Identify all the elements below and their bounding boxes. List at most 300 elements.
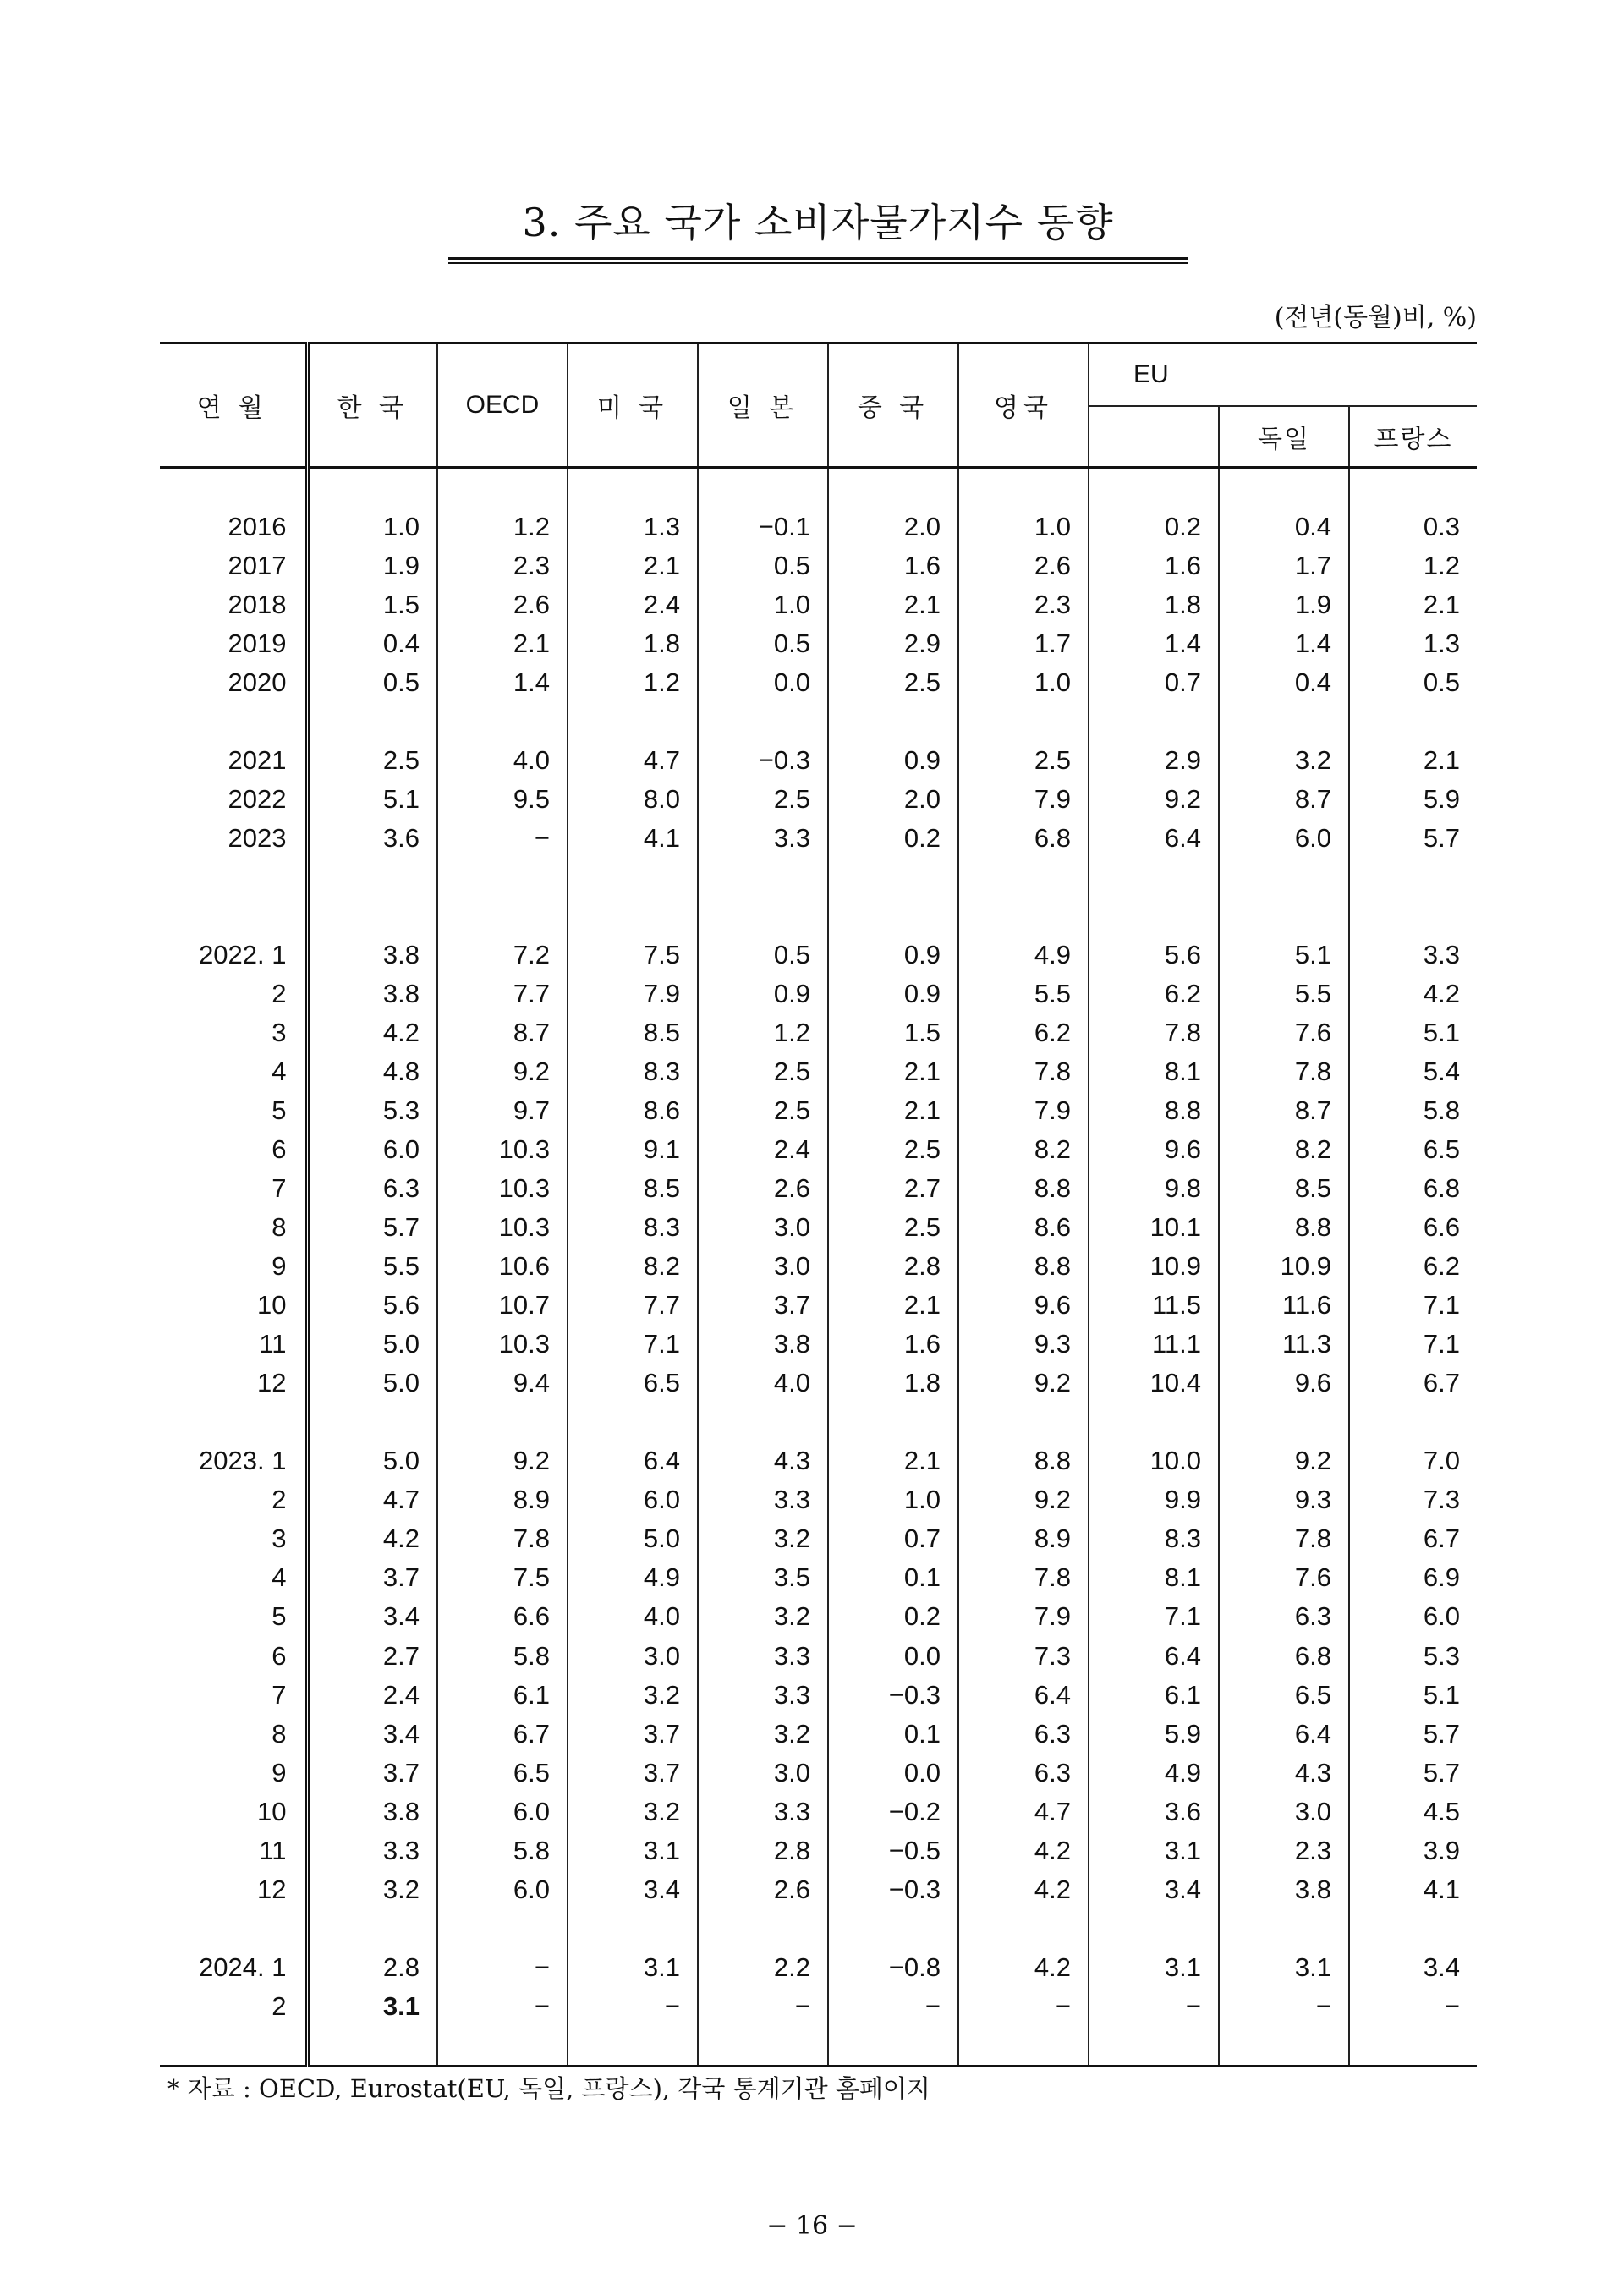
table-row: [160, 819, 1477, 858]
cell-korea: 1.0: [307, 508, 437, 546]
cell-year-month: 9: [160, 1247, 307, 1286]
table-row: [160, 1519, 1477, 1558]
cell-eu: 8.1: [1089, 1558, 1219, 1597]
cell-china: −0.3: [828, 1676, 958, 1715]
cell-germany: 3.0: [1219, 1793, 1349, 1831]
cell-korea: 1.9: [307, 546, 437, 585]
cell-china: 2.1: [828, 585, 958, 624]
cell-china: 0.2: [828, 1597, 958, 1636]
spacer-cell: [1349, 1403, 1477, 1441]
cell-germany: 8.7: [1219, 1091, 1349, 1130]
cell-germany: 9.3: [1219, 1480, 1349, 1519]
table-row: [160, 1676, 1477, 1715]
spacer-cell: [568, 897, 698, 936]
cell-france: 3.4: [1349, 1948, 1477, 1987]
spacer-cell: [437, 897, 568, 936]
cell-usa: 3.1: [568, 1831, 698, 1870]
spacer-row: [160, 1909, 1477, 1948]
cell-germany: 9.6: [1219, 1364, 1349, 1403]
table-row: [160, 936, 1477, 975]
cell-uk: 8.6: [958, 1208, 1089, 1247]
cell-germany: 8.2: [1219, 1130, 1349, 1169]
table-row: [160, 663, 1477, 702]
cell-korea: 5.0: [307, 1441, 437, 1480]
cell-year-month: 2020: [160, 663, 307, 702]
cell-china: 2.1: [828, 1052, 958, 1091]
cell-china: 0.1: [828, 1715, 958, 1754]
table-row: [160, 585, 1477, 624]
cell-france: −: [1349, 1987, 1477, 2026]
cell-japan: 2.6: [698, 1169, 828, 1208]
cell-oecd: 8.9: [437, 1480, 568, 1519]
spacer-cell: [307, 702, 437, 741]
cell-eu: 10.9: [1089, 1247, 1219, 1286]
cell-japan: 4.3: [698, 1441, 828, 1480]
cell-eu: 6.2: [1089, 975, 1219, 1013]
cell-japan: −: [698, 1987, 828, 2026]
cell-year-month: 11: [160, 1325, 307, 1364]
cell-year-month: 7: [160, 1676, 307, 1715]
cell-eu: 10.0: [1089, 1441, 1219, 1480]
unit-label: (전년(동월)비, %): [1274, 303, 1477, 332]
cell-usa: 3.2: [568, 1676, 698, 1715]
cell-year-month: 11: [160, 1831, 307, 1870]
spacer-cell: [437, 2026, 568, 2067]
table-row: [160, 546, 1477, 585]
cell-usa: 4.9: [568, 1558, 698, 1597]
spacer-row: [160, 702, 1477, 741]
spacer-cell: [307, 858, 437, 897]
cell-korea: 3.8: [307, 936, 437, 975]
cell-usa: −: [568, 1987, 698, 2026]
cell-france: 5.1: [1349, 1013, 1477, 1052]
cell-oecd: 2.6: [437, 585, 568, 624]
cell-uk: 8.8: [958, 1169, 1089, 1208]
cell-oecd: 4.0: [437, 741, 568, 780]
header-france: 프랑스: [1349, 406, 1477, 468]
cell-oecd: 10.7: [437, 1286, 568, 1325]
cell-eu: 6.4: [1089, 819, 1219, 858]
cell-korea: 3.8: [307, 1793, 437, 1831]
cell-usa: 3.4: [568, 1870, 698, 1909]
table-row: [160, 1441, 1477, 1480]
spacer-cell: [828, 2026, 958, 2067]
cell-oecd: 6.7: [437, 1715, 568, 1754]
cell-germany: 4.3: [1219, 1754, 1349, 1793]
cell-uk: 7.8: [958, 1052, 1089, 1091]
cell-japan: 0.5: [698, 936, 828, 975]
spacer-cell: [1219, 702, 1349, 741]
cell-uk: 9.2: [958, 1364, 1089, 1403]
cell-france: 7.1: [1349, 1286, 1477, 1325]
page-title: 3. 주요 국가 소비자물가지수 동향: [522, 200, 1114, 245]
cell-oecd: 1.4: [437, 663, 568, 702]
cell-eu: 5.9: [1089, 1715, 1219, 1754]
source-note: * 자료 : OECD, Eurostat(EU, 독일, 프랑스), 각국 통계기관 홈페이지: [167, 2074, 930, 2103]
cell-korea: 5.7: [307, 1208, 437, 1247]
spacer-cell: [568, 1403, 698, 1441]
cell-uk: 2.3: [958, 585, 1089, 624]
cell-usa: 2.1: [568, 546, 698, 585]
cell-china: −0.3: [828, 1870, 958, 1909]
cell-germany: 11.6: [1219, 1286, 1349, 1325]
table-row: [160, 741, 1477, 780]
cell-korea: 0.4: [307, 624, 437, 663]
cell-japan: 3.5: [698, 1558, 828, 1597]
cell-france: 5.3: [1349, 1637, 1477, 1676]
cell-china: 0.9: [828, 936, 958, 975]
cell-oecd: 10.3: [437, 1130, 568, 1169]
cell-france: 5.8: [1349, 1091, 1477, 1130]
cell-uk: 8.9: [958, 1519, 1089, 1558]
cell-france: 6.2: [1349, 1247, 1477, 1286]
cell-usa: 8.5: [568, 1169, 698, 1208]
cell-eu: 7.1: [1089, 1597, 1219, 1636]
cell-germany: 6.3: [1219, 1597, 1349, 1636]
spacer-cell: [568, 2026, 698, 2067]
cell-eu: 8.3: [1089, 1519, 1219, 1558]
cell-oecd: 10.3: [437, 1208, 568, 1247]
table-row: [160, 1793, 1477, 1831]
cell-korea: 1.5: [307, 585, 437, 624]
cell-france: 7.1: [1349, 1325, 1477, 1364]
spacer-cell: [437, 468, 568, 508]
cell-korea: 3.4: [307, 1715, 437, 1754]
cell-china: −0.2: [828, 1793, 958, 1831]
cell-korea: 2.4: [307, 1676, 437, 1715]
cell-oecd: −: [437, 1948, 568, 1987]
cell-eu: 9.9: [1089, 1480, 1219, 1519]
cell-germany: 3.1: [1219, 1948, 1349, 1987]
cell-year-month: 8: [160, 1208, 307, 1247]
cell-uk: 7.9: [958, 1091, 1089, 1130]
cell-japan: 1.0: [698, 585, 828, 624]
spacer-cell: [698, 897, 828, 936]
cell-oecd: 2.3: [437, 546, 568, 585]
cell-year-month: 5: [160, 1597, 307, 1636]
spacer-cell: [437, 858, 568, 897]
spacer-cell: [160, 1909, 307, 1948]
cell-germany: 1.7: [1219, 546, 1349, 585]
cell-japan: 3.3: [698, 1793, 828, 1831]
header-germany: 독일: [1219, 406, 1349, 468]
cell-korea: 3.1: [307, 1987, 437, 2026]
title-underline-thin: [448, 262, 1188, 264]
cell-korea: 3.2: [307, 1870, 437, 1909]
cell-usa: 3.0: [568, 1637, 698, 1676]
table-row: [160, 1091, 1477, 1130]
cell-usa: 1.2: [568, 663, 698, 702]
spacer-cell: [437, 1909, 568, 1948]
cell-germany: 3.8: [1219, 1870, 1349, 1909]
spacer-cell: [1089, 1403, 1219, 1441]
cell-uk: 4.2: [958, 1948, 1089, 1987]
spacer-cell: [307, 1403, 437, 1441]
cell-uk: 8.8: [958, 1441, 1089, 1480]
spacer-cell: [698, 468, 828, 508]
spacer-cell: [1219, 2026, 1349, 2067]
table-row: [160, 624, 1477, 663]
cell-eu: 11.1: [1089, 1325, 1219, 1364]
cell-year-month: 8: [160, 1715, 307, 1754]
cell-korea: 3.6: [307, 819, 437, 858]
cell-germany: 3.2: [1219, 741, 1349, 780]
cell-uk: 6.8: [958, 819, 1089, 858]
cell-germany: 10.9: [1219, 1247, 1349, 1286]
header-oecd: OECD: [437, 343, 568, 468]
cell-uk: −: [958, 1987, 1089, 2026]
cell-year-month: 10: [160, 1286, 307, 1325]
cell-uk: 6.4: [958, 1676, 1089, 1715]
cell-korea: 5.1: [307, 780, 437, 819]
cell-year-month: 3: [160, 1519, 307, 1558]
cell-japan: 0.9: [698, 975, 828, 1013]
spacer-row: [160, 468, 1477, 508]
cell-usa: 2.4: [568, 585, 698, 624]
cell-japan: 3.8: [698, 1325, 828, 1364]
cell-china: 1.8: [828, 1364, 958, 1403]
table-row: [160, 1013, 1477, 1052]
cell-france: 5.7: [1349, 819, 1477, 858]
cell-korea: 4.7: [307, 1480, 437, 1519]
cell-france: 4.1: [1349, 1870, 1477, 1909]
table-row: [160, 1364, 1477, 1403]
cell-china: 1.5: [828, 1013, 958, 1052]
spacer-cell: [958, 1909, 1089, 1948]
cell-korea: 3.8: [307, 975, 437, 1013]
table-row: [160, 1286, 1477, 1325]
cell-japan: 2.2: [698, 1948, 828, 1987]
table-row: [160, 1558, 1477, 1597]
spacer-row: [160, 1403, 1477, 1441]
header-year-month: 연 월: [160, 343, 307, 468]
cell-germany: 5.1: [1219, 936, 1349, 975]
cell-year-month: 2: [160, 975, 307, 1013]
cell-france: 7.0: [1349, 1441, 1477, 1480]
table-row: [160, 1597, 1477, 1636]
table-row: [160, 1637, 1477, 1676]
table-row: [160, 508, 1477, 546]
cell-eu: 7.8: [1089, 1013, 1219, 1052]
cell-uk: 2.6: [958, 546, 1089, 585]
cell-year-month: 4: [160, 1052, 307, 1091]
cell-uk: 4.7: [958, 1793, 1089, 1831]
spacer-cell: [698, 858, 828, 897]
cell-china: 2.1: [828, 1441, 958, 1480]
header-china: 중 국: [828, 343, 958, 468]
cell-year-month: 2023. 1: [160, 1441, 307, 1480]
cell-france: 6.9: [1349, 1558, 1477, 1597]
spacer-cell: [1219, 468, 1349, 508]
title-block: [448, 196, 1188, 249]
cell-usa: 9.1: [568, 1130, 698, 1169]
cell-eu: 4.9: [1089, 1754, 1219, 1793]
cell-japan: −0.3: [698, 741, 828, 780]
cell-year-month: 2023: [160, 819, 307, 858]
cell-china: 2.5: [828, 1208, 958, 1247]
spacer-cell: [1089, 702, 1219, 741]
cell-uk: 6.3: [958, 1754, 1089, 1793]
cell-usa: 7.9: [568, 975, 698, 1013]
cell-japan: 2.4: [698, 1130, 828, 1169]
spacer-cell: [160, 2026, 307, 2067]
cell-france: 3.9: [1349, 1831, 1477, 1870]
cell-japan: 3.3: [698, 1676, 828, 1715]
cell-oecd: 9.2: [437, 1052, 568, 1091]
cell-year-month: 6: [160, 1637, 307, 1676]
cell-france: 1.2: [1349, 546, 1477, 585]
cpi-table: [160, 342, 1477, 2067]
cell-germany: 6.0: [1219, 819, 1349, 858]
cell-japan: 2.5: [698, 1052, 828, 1091]
cell-france: 2.1: [1349, 585, 1477, 624]
cell-china: 0.7: [828, 1519, 958, 1558]
spacer-cell: [160, 858, 307, 897]
spacer-cell: [307, 468, 437, 508]
cell-usa: 1.3: [568, 508, 698, 546]
spacer-cell: [828, 897, 958, 936]
cell-usa: 5.0: [568, 1519, 698, 1558]
spacer-cell: [307, 1909, 437, 1948]
cell-eu: 10.4: [1089, 1364, 1219, 1403]
cell-eu: 9.8: [1089, 1169, 1219, 1208]
table-row: [160, 1948, 1477, 1987]
cell-korea: 2.5: [307, 741, 437, 780]
cell-oecd: 7.8: [437, 1519, 568, 1558]
header-eu: [1089, 343, 1477, 407]
cell-usa: 8.3: [568, 1052, 698, 1091]
cell-korea: 4.2: [307, 1013, 437, 1052]
spacer-cell: [1349, 2026, 1477, 2067]
cell-eu: 8.1: [1089, 1052, 1219, 1091]
cell-year-month: 4: [160, 1558, 307, 1597]
header-japan: 일 본: [698, 343, 828, 468]
cell-japan: 3.3: [698, 819, 828, 858]
spacer-cell: [958, 1403, 1089, 1441]
spacer-cell: [828, 1909, 958, 1948]
cell-japan: 3.2: [698, 1597, 828, 1636]
cell-uk: 1.7: [958, 624, 1089, 663]
cell-usa: 8.3: [568, 1208, 698, 1247]
cell-france: 3.3: [1349, 936, 1477, 975]
cell-china: 2.8: [828, 1247, 958, 1286]
table-row: [160, 1169, 1477, 1208]
table-header: [160, 343, 1477, 468]
cell-japan: 0.5: [698, 546, 828, 585]
spacer-cell: [958, 468, 1089, 508]
table-row: [160, 1715, 1477, 1754]
cell-oecd: 9.7: [437, 1091, 568, 1130]
cell-germany: 6.5: [1219, 1676, 1349, 1715]
spacer-cell: [698, 2026, 828, 2067]
cell-korea: 6.0: [307, 1130, 437, 1169]
cell-oecd: 6.0: [437, 1793, 568, 1831]
cell-china: 0.9: [828, 741, 958, 780]
table-row: [160, 1987, 1477, 2026]
cell-usa: 3.1: [568, 1948, 698, 1987]
cell-korea: 3.4: [307, 1597, 437, 1636]
cell-oecd: −: [437, 1987, 568, 2026]
spacer-cell: [160, 468, 307, 508]
cell-china: 0.0: [828, 1637, 958, 1676]
header-eu-sub-blank: [1089, 406, 1219, 468]
spacer-cell: [1089, 2026, 1219, 2067]
table-row: [160, 1247, 1477, 1286]
cell-germany: 2.3: [1219, 1831, 1349, 1870]
cell-eu: 6.4: [1089, 1637, 1219, 1676]
cell-oecd: 2.1: [437, 624, 568, 663]
cell-japan: 2.5: [698, 780, 828, 819]
spacer-cell: [1349, 702, 1477, 741]
cell-usa: 4.0: [568, 1597, 698, 1636]
cell-china: −: [828, 1987, 958, 2026]
cell-uk: 7.9: [958, 1597, 1089, 1636]
cell-eu: 5.6: [1089, 936, 1219, 975]
cell-uk: 5.5: [958, 975, 1089, 1013]
cell-germany: 7.8: [1219, 1519, 1349, 1558]
cell-germany: 8.5: [1219, 1169, 1349, 1208]
spacer-cell: [307, 2026, 437, 2067]
cell-germany: 9.2: [1219, 1441, 1349, 1480]
cpi-table-wrapper: [160, 342, 1477, 2067]
spacer-cell: [958, 2026, 1089, 2067]
cell-japan: −0.1: [698, 508, 828, 546]
spacer-cell: [698, 1403, 828, 1441]
cell-china: 2.0: [828, 508, 958, 546]
cell-eu: 3.1: [1089, 1831, 1219, 1870]
spacer-cell: [307, 897, 437, 936]
cell-china: 2.5: [828, 1130, 958, 1169]
cell-usa: 8.5: [568, 1013, 698, 1052]
cell-france: 2.1: [1349, 741, 1477, 780]
spacer-cell: [1219, 858, 1349, 897]
cell-china: 2.0: [828, 780, 958, 819]
cell-china: 0.2: [828, 819, 958, 858]
cell-france: 5.4: [1349, 1052, 1477, 1091]
cell-year-month: 2: [160, 1480, 307, 1519]
cell-eu: 0.7: [1089, 663, 1219, 702]
cell-korea: 5.6: [307, 1286, 437, 1325]
cell-oecd: −: [437, 819, 568, 858]
cell-france: 6.7: [1349, 1364, 1477, 1403]
cell-eu: 1.8: [1089, 585, 1219, 624]
cell-eu: 1.4: [1089, 624, 1219, 663]
cell-uk: 2.5: [958, 741, 1089, 780]
cell-usa: 1.8: [568, 624, 698, 663]
cell-eu: 3.4: [1089, 1870, 1219, 1909]
cell-china: 1.6: [828, 546, 958, 585]
header-uk: 영국: [958, 343, 1089, 468]
table-row: [160, 975, 1477, 1013]
cell-japan: 3.7: [698, 1286, 828, 1325]
cell-oecd: 9.2: [437, 1441, 568, 1480]
cell-usa: 3.7: [568, 1715, 698, 1754]
spacer-cell: [568, 468, 698, 508]
table-body: [160, 468, 1477, 2067]
cell-year-month: 2018: [160, 585, 307, 624]
spacer-cell: [437, 702, 568, 741]
cell-eu: 3.1: [1089, 1948, 1219, 1987]
cell-germany: −: [1219, 1987, 1349, 2026]
table-row: [160, 1052, 1477, 1091]
spacer-cell: [828, 468, 958, 508]
cell-germany: 11.3: [1219, 1325, 1349, 1364]
cell-japan: 0.0: [698, 663, 828, 702]
cell-year-month: 2024. 1: [160, 1948, 307, 1987]
spacer-cell: [568, 702, 698, 741]
cell-korea: 0.5: [307, 663, 437, 702]
cell-korea: 3.7: [307, 1754, 437, 1793]
